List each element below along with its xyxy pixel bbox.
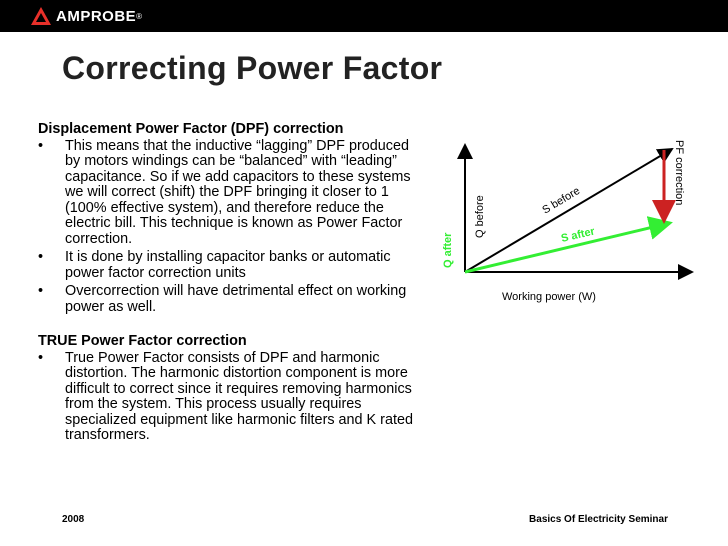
pf-correction-label: PF correction (673, 140, 685, 206)
s-before-vector (465, 149, 672, 272)
brand-name: AMPROBE (56, 7, 137, 25)
top-bar (0, 0, 728, 32)
q-before-label: Q before (474, 195, 486, 238)
list-item: • It is done by installing capacitor banks or automatic power factor correction units (38, 250, 418, 281)
footer-seminar: Basics Of Electricity Seminar (529, 514, 668, 525)
warning-triangle-icon (30, 6, 52, 26)
s-after-label: S after (559, 225, 597, 245)
slide-title: Correcting Power Factor (62, 50, 443, 86)
list-item: • This means that the inductive “lagging” DPF produced by motors windings can be “balanced” with “leading” capacitance. So if we add capacitors to these systems we will correct (shift) the DPF bringing it closer to 1 (100% effective system), and therefore reduce the electric bill. This technique is known as Power Factor correction. (38, 139, 418, 248)
list-item: • True Power Factor consists of DPF and harmonic distortion. The harmonic distortion component is more difficult to correct since it requires removing harmonics from the system. This process usually requires specialized equipment like harmonic filters and K rated transformers. (38, 351, 418, 444)
q-after-label: Q after (442, 232, 454, 268)
power-triangle-diagram (430, 130, 720, 310)
dpf-list (38, 139, 418, 316)
registered-mark: ® (136, 11, 143, 21)
s-after-vector (465, 223, 670, 272)
footer-year: 2008 (62, 514, 85, 525)
amprobe-logo (30, 5, 142, 27)
body-text (38, 122, 418, 447)
true-pf-list (38, 351, 418, 444)
true-pf-heading: TRUE Power Factor correction (38, 333, 247, 349)
s-before-label: S before (540, 184, 583, 217)
dpf-heading: Displacement Power Factor (DPF) correction (38, 121, 344, 137)
list-item: • Overcorrection will have detrimental effect on working power as well. (38, 284, 418, 315)
x-axis-label: Working power (W) (502, 291, 596, 303)
